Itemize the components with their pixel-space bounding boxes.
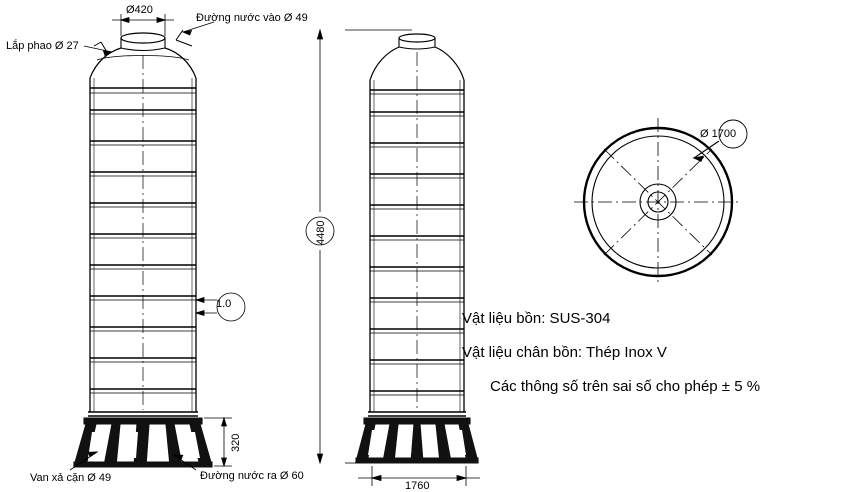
side-view-tank (368, 34, 466, 416)
note-tolerance: Các thông số trên sai số cho phép ± 5 % (490, 378, 761, 395)
note-tank-material: Vật liệu bồn: SUS-304 (462, 310, 611, 327)
front-view-annotations (70, 14, 245, 470)
note-leg-material: Vật liệu chân bồn: Thép Inox V (462, 344, 667, 361)
label-total-height: 4480 (315, 220, 327, 245)
label-outer-diameter: Ø 1700 (700, 128, 737, 140)
label-top-diameter: Ø420 (126, 4, 153, 16)
label-water-inlet: Đường nước vào Ø 49 (196, 12, 308, 24)
top-view-plan (574, 118, 747, 286)
front-view-tank (88, 33, 198, 416)
label-float-valve: Lắp phao Ø 27 (6, 40, 79, 52)
label-drain-valve: Van xả cặn Ø 49 (30, 472, 112, 484)
label-water-outlet: Đường nước ra Ø 60 (200, 470, 304, 482)
label-base-width: 1760 (405, 480, 430, 492)
label-leg-height: 320 (230, 433, 242, 452)
label-wall-thickness: 1.0 (216, 298, 232, 310)
